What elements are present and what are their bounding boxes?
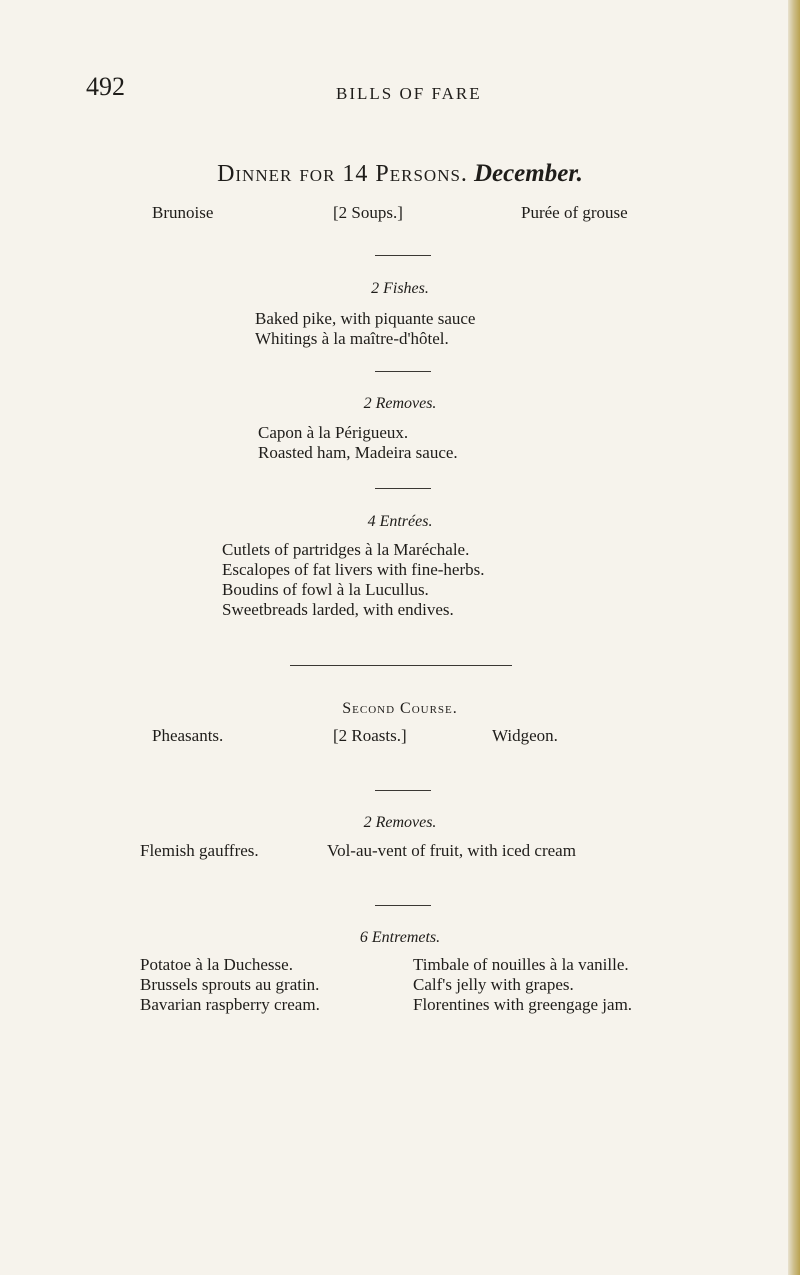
remove-right: Vol-au-vent of fruit, with iced cream xyxy=(327,841,576,860)
removes-list xyxy=(258,423,458,463)
roast-left: Pheasants. xyxy=(152,726,224,745)
list-item: Boudins of fowl à la Lucullus. xyxy=(222,580,429,599)
entrees-heading: 4 Entrées. xyxy=(367,513,433,530)
soup-right: Purée of grouse xyxy=(521,203,628,222)
title-dinner: Dinner for 14 Persons. xyxy=(217,161,468,187)
roasts-heading: [2 Roasts.] xyxy=(333,726,407,745)
list-item: Whitings à la maître-d'hôtel. xyxy=(255,329,449,348)
soups-heading: [2 Soups.] xyxy=(333,203,403,222)
removes-heading: 2 Removes. xyxy=(363,395,437,412)
list-item: Calf's jelly with grapes. xyxy=(413,975,574,994)
fishes-list xyxy=(255,309,475,349)
soup-left: Brunoise xyxy=(152,203,214,222)
page-edge xyxy=(788,0,800,1275)
second-course-heading: Second Course. xyxy=(342,700,458,717)
list-item: Capon à la Périgueux. xyxy=(258,423,409,442)
title-month: December. xyxy=(473,160,583,187)
list-item: Bavarian raspberry cream. xyxy=(140,995,320,1014)
list-item: Sweetbreads larded, with endives. xyxy=(222,600,454,619)
divider xyxy=(375,488,431,489)
list-item: Timbale of nouilles à la vanille. xyxy=(413,955,629,974)
divider xyxy=(375,905,431,906)
page-title xyxy=(0,160,800,188)
list-item: Potatoe à la Duchesse. xyxy=(140,955,293,974)
remove-left: Flemish gauffres. xyxy=(140,841,259,860)
section-divider xyxy=(290,665,512,666)
roast-right: Widgeon. xyxy=(492,726,558,745)
list-item: Florentines with greengage jam. xyxy=(413,995,633,1014)
divider xyxy=(375,255,431,256)
divider xyxy=(375,790,431,791)
page-number: 492 xyxy=(86,72,125,101)
entrees-list xyxy=(222,540,484,620)
list-item: Brussels sprouts au gratin. xyxy=(140,975,320,994)
fishes-heading: 2 Fishes. xyxy=(371,280,429,297)
list-item: Cutlets of partridges à la Maréchale. xyxy=(222,540,470,559)
entremets-left-list xyxy=(140,955,320,1015)
second-removes-heading: 2 Removes. xyxy=(363,814,437,831)
running-head: BILLS OF FARE xyxy=(336,84,482,103)
list-item: Baked pike, with piquante sauce xyxy=(255,309,476,328)
entremets-right-list xyxy=(413,955,632,1015)
divider xyxy=(375,371,431,372)
list-item: Roasted ham, Madeira sauce. xyxy=(258,443,458,462)
list-item: Escalopes of fat livers with fine-herbs. xyxy=(222,560,485,579)
entremets-heading: 6 Entremets. xyxy=(359,929,441,946)
